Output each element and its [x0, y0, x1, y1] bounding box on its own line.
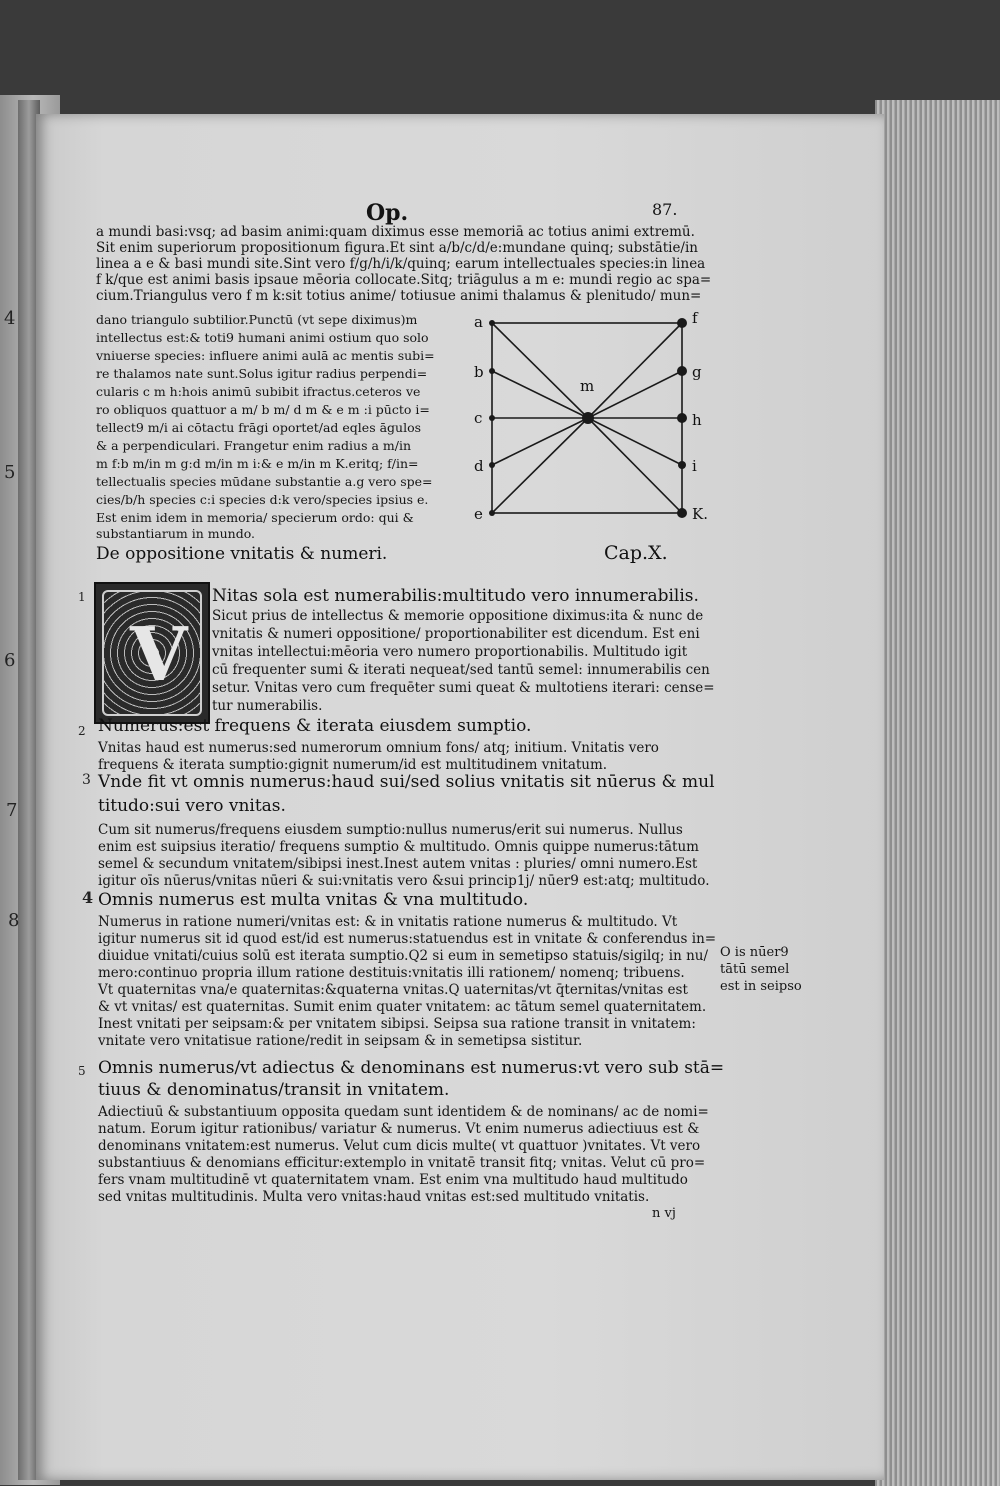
signature-mark: n vj: [652, 1206, 676, 1221]
proposition-heading: Vnde fit vt omnis numerus:haud sui/sed solius vnitatis sit nūerus & mul: [98, 772, 715, 792]
proposition-heading: tiuus & denominatus/transit in vnitatem.: [98, 1080, 450, 1100]
text-line: cies/b/h species c:i species d:k vero/species ipsius e.: [96, 492, 429, 507]
text-line: ro obliquos quattuor a m/ b m/ d m & e m :i pūcto i=: [96, 402, 430, 417]
geometric-diagram: [470, 305, 720, 525]
chapter-number: Cap.X.: [604, 542, 668, 564]
text-line: Numerus in ratione numeri/vnitas est: & in vnitatis ratione numerus & multitudo. Vt: [98, 914, 678, 930]
text-line: tellectualis species mūdane substantie a.g vero spe=: [96, 474, 433, 489]
text-line: Sicut prius de intellectus & memorie oppositione diximus:ita & nunc de: [212, 608, 704, 624]
proposition-heading: Omnis numerus est multa vnitas & vna multitudo.: [98, 890, 529, 910]
margin-number: 4: [4, 308, 16, 329]
text-line: semel & secundum vnitatem/sibipsi inest.Inest autem vnitas : pluries/ omni numero.Est: [98, 856, 698, 872]
margin-number: 8: [8, 910, 20, 931]
proposition-heading: titudo:sui vero vnitas.: [98, 796, 286, 816]
diagram-label: K.: [692, 505, 708, 523]
text-line: dano triangulo subtilior.Punctū (vt sepe diximus)m: [96, 312, 418, 327]
text-line: vnitas intellectui:mēoria vero numero proportionabilis. Multitudo igit: [212, 644, 688, 660]
text-line: vniuerse species: influere animi aulā ac mentis subi=: [96, 348, 435, 363]
proposition-heading: Omnis numerus/vt adiectus & denominans est numerus:vt vero sub stā=: [98, 1058, 725, 1078]
proposition-heading: Numerus:est frequens & iterata eiusdem sumptio.: [98, 716, 532, 736]
page-number: 87.: [652, 200, 678, 219]
section-number: 4: [82, 888, 94, 907]
diagram-label: g: [692, 363, 702, 381]
diagram-label: b: [474, 363, 484, 381]
section-number: 3: [82, 772, 91, 788]
diagram-label: e: [474, 505, 483, 523]
text-line: & a perpendiculari. Frangetur enim radius a m/in: [96, 438, 412, 453]
text-line: Vt quaternitas vna/e quaternitas:&quaterna vnitas.Q uaternitas/vt q̄ternitas/vnitas est: [98, 982, 688, 998]
diagram-label: a: [474, 313, 483, 331]
diagram-center-label: m: [580, 377, 595, 395]
text-line: tellect9 m/i ai cōtactu frāgi oportet/ad eqles āgulos: [96, 420, 422, 435]
text-line: igitur numerus sit id quod est/id est numerus:statuendus est in vnitate & conferendus in=: [98, 931, 717, 947]
section-number: 1: [78, 590, 86, 604]
text-line: diuidue vnitati/cuius solū est iterata sumptio.Q2 si eum in semetipso statuis/sigilq; in nu/: [98, 948, 709, 964]
chapter-intro-heading: Nitas sola est numerabilis:multitudo vero innumerabilis.: [212, 586, 699, 606]
text-line: Sit enim superiorum propositionum figura.Et sint a/b/c/d/e:mundane quinq; substātie/in: [96, 240, 698, 256]
text-line: frequens & iterata sumptio:gignit numerum/id est multitudinem vnitatum.: [98, 757, 608, 773]
text-line: Est enim idem in memoria/ specierum ordo: qui &: [96, 510, 414, 525]
margin-number: 5: [4, 462, 16, 483]
text-line: f k/que est animi basis ipsaue mēoria collocate.Sitq; triāgulus a m e: mundi regio ac spa=: [96, 272, 712, 288]
text-line: Inest vnitati per seipsam:& per vnitatem sibipsi. Seipsa sua ratione transit in vnitatem:: [98, 1016, 696, 1032]
diagram-label: c: [474, 409, 483, 427]
ornamented-initial: [94, 582, 210, 724]
chapter-title: De oppositione vnitatis & numeri.: [96, 544, 388, 564]
section-number: 2: [78, 724, 86, 738]
margin-number: 6: [4, 650, 16, 671]
running-title: Op.: [366, 200, 409, 226]
diagram-label: d: [474, 457, 484, 475]
diagram-label: h: [692, 411, 702, 429]
text-line: mero:continuo propria illum ratione destituis:vnitatis illi rationem/ nomenq; tribuens.: [98, 965, 685, 981]
text-line: m f:b m/in m g:d m/in m i:& e m/in m K.eritq; f/in=: [96, 456, 419, 471]
text-line: cium.Triangulus vero f m k:sit totius anime/ totiusue animi thalamus & plenitudo/ mun=: [96, 288, 702, 304]
text-line: linea a e & basi mundi site.Sint vero f/g/h/i/k/quinq; earum intellectuales species:in linea: [96, 256, 706, 272]
text-line: a mundi basi:vsq; ad basim animi:quam diximus esse memoriā ac totius animi extremū.: [96, 224, 695, 240]
diagram-label: i: [692, 457, 697, 475]
text-line: Adiectiuū & substantiuum opposita quedam sunt identidem & de nominans/ ac de nomi=: [98, 1104, 709, 1120]
section-number: 5: [78, 1064, 86, 1078]
text-line: enim est suipsius iteratio/ frequens sumptio & multitudo. Omnis quippe numerus:tātum: [98, 839, 699, 855]
diagram-label: f: [692, 309, 698, 327]
text-line: denominans vnitatem:est numerus. Velut cum dicis multe( vt quattuor )vnitates. Vt vero: [98, 1138, 701, 1154]
text-line: vnitatis & numeri oppositione/ proportionabiliter est dicendum. Est eni: [212, 626, 700, 642]
text-line: substantiarum in mundo.: [96, 526, 255, 541]
text-line: sed vnitas multitudinis. Multa vero vnitas:haud vnitas est:sed multitudo vnitatis.: [98, 1189, 650, 1205]
text-line: re thalamos nate sunt.Solus igitur radius perpendi=: [96, 366, 428, 381]
text-line: intellectus est:& toti9 humani animi ostium quo solo: [96, 330, 429, 345]
initial-letter: V: [130, 612, 188, 698]
text-line: Cum sit numerus/frequens eiusdem sumptio:nullus numerus/erit sui numerus. Nullus: [98, 822, 683, 838]
marginal-note: est in seipso: [720, 979, 802, 994]
text-line: & vt vnitas/ est quaternitas. Sumit enim quater vnitatem: ac tātum semel quaternitatem.: [98, 999, 707, 1015]
text-line: vnitate vero vnitatisue ratione/redit in seipsam & in semetipsa sistitur.: [98, 1033, 583, 1049]
text-line: substantiuus & denomians efficitur:extemplo in vnitatē transit fitq; vnitas. Velut cū pro=: [98, 1155, 706, 1171]
margin-number: 7: [6, 800, 18, 821]
text-line: cū frequenter sumi & iterati nequeat/sed tantū semel: innumerabilis cen: [212, 662, 710, 678]
text-line: igitur oīs nūerus/vnitas nūeri & sui:vnitatis vero &sui princip1j/ nūer9 est:atq; multitudo.: [98, 873, 710, 889]
marginal-note: O is nūer9: [720, 945, 789, 960]
marginal-note: tātū semel: [720, 962, 790, 977]
text-line: setur. Vnitas vero cum frequēter sumi queat & multotiens iterari: cense=: [212, 680, 715, 696]
text-line: tur numerabilis.: [212, 698, 323, 714]
text-line: fers vnam multitudinē vt quaternitatem vnam. Est enim vna multitudo haud multitudo: [98, 1172, 688, 1188]
page-fore-edge: [875, 100, 1000, 1486]
text-line: Vnitas haud est numerus:sed numerorum omnium fons/ atq; initium. Vnitatis vero: [98, 740, 659, 756]
text-line: cularis c m h:hois animū subibit ifractus.ceteros ve: [96, 384, 421, 399]
text-line: natum. Eorum igitur rationibus/ variatur & numerus. Vt enim numerus adiectiuus est &: [98, 1121, 700, 1137]
